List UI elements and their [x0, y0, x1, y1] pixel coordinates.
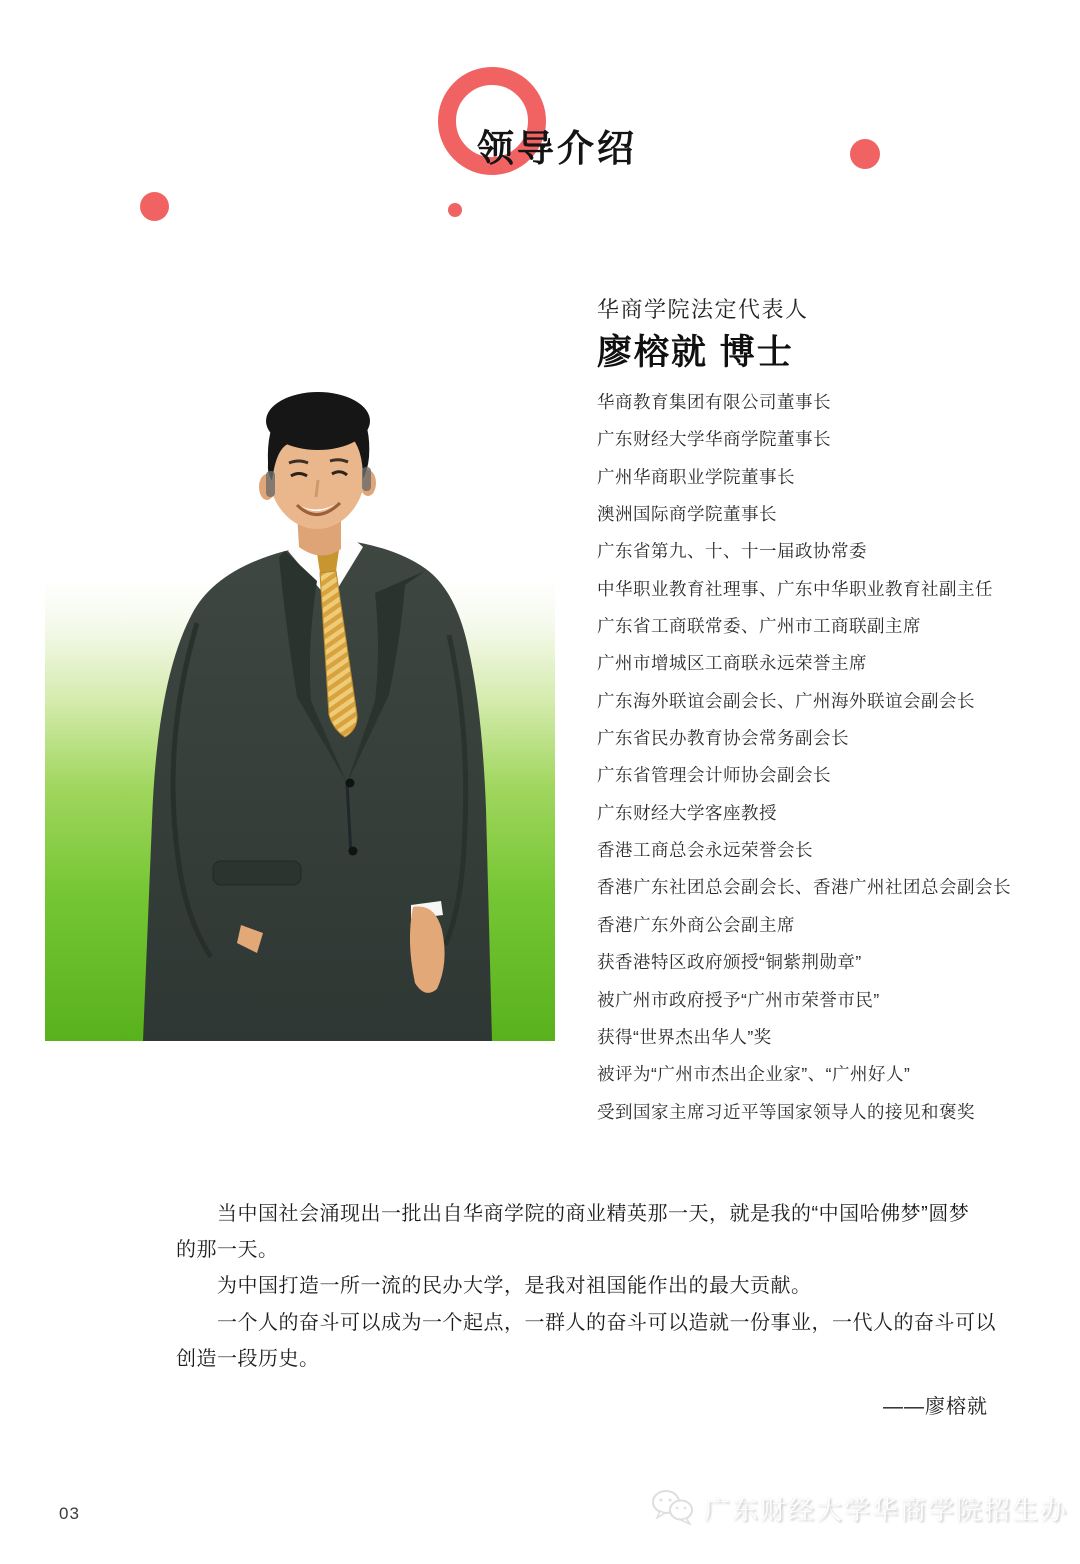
title-list-item: 广东省民办教育协会常务副会长 [597, 728, 849, 749]
small-dot-decoration [448, 203, 462, 217]
leader-quote [176, 1196, 996, 1377]
leader-profile [597, 295, 1067, 1131]
title-list-item: 受到国家主席习近平等国家领导人的接见和褒奖 [597, 1101, 975, 1122]
page-title: 领导介绍 [477, 128, 637, 169]
title-list-item: 广东财经大学客座教授 [597, 802, 777, 823]
leader-portrait-photo [45, 385, 555, 1041]
leader-titles-list [597, 384, 1067, 1131]
quote-line: 为中国打造一所一流的民办大学，是我对祖国能作出的最大贡献。 [176, 1275, 812, 1298]
title-list-item: 澳洲国际商学院董事长 [597, 504, 777, 525]
right-dot-decoration [850, 139, 880, 169]
title-list-item: 香港工商总会永远荣誉会长 [597, 840, 813, 861]
title-list-item: 获香港特区政府颁授“铜紫荆勋章” [597, 952, 862, 973]
title-list-item: 广东财经大学华商学院董事长 [597, 429, 831, 450]
quote-line: 当中国社会涌现出一批出自华商学院的商业精英那一天，就是我的“中国哈佛梦”圆梦 [176, 1203, 970, 1225]
title-list-item: 广州市增城区工商联永远荣誉主席 [597, 653, 867, 674]
title-list-item: 被评为“广州市杰出企业家”、“广州好人” [597, 1064, 911, 1085]
title-list-item: 被广州市政府授予“广州市荣誉市民” [597, 989, 880, 1010]
watermark-text: 广东财经大学华商学院招生办 [704, 1494, 1069, 1525]
title-list-item: 香港广东社团总会副会长、香港广州社团总会副会长 [597, 877, 1011, 898]
quote-line: 的那一天。 [176, 1239, 279, 1262]
left-dot-decoration [140, 192, 169, 221]
title-list-item: 广东海外联谊会副会长、广州海外联谊会副会长 [597, 690, 975, 711]
wechat-logo-icon [650, 1487, 696, 1529]
title-list-item: 华商教育集团有限公司董事长 [597, 392, 831, 412]
leader-role: 华商学院法定代表人 [597, 297, 809, 322]
quote-signature: ——廖榕就 [883, 1396, 988, 1418]
title-list-item: 广东省管理会计师协会副会长 [597, 765, 831, 786]
page-number: 03 [59, 1504, 80, 1523]
title-list-item: 中华职业教育社理事、广东中华职业教育社副主任 [597, 578, 993, 599]
title-list-item: 广州华商职业学院董事长 [597, 466, 795, 487]
quote-line: 一个人的奋斗可以成为一个起点，一群人的奋斗可以造就一份事业，一代人的奋斗可以 [176, 1311, 996, 1334]
title-list-item: 获得“世界杰出华人”奖 [597, 1026, 772, 1047]
title-list-item: 广东省工商联常委、广州市工商联副主席 [597, 616, 921, 637]
quote-line: 创造一段历史。 [176, 1347, 320, 1370]
leader-name: 廖榕就 博士 [597, 333, 794, 372]
title-list-item: 广东省第九、十、十一届政协常委 [597, 541, 867, 562]
portrait-illustration [45, 385, 555, 1041]
title-list-item: 香港广东外商公会副主席 [597, 914, 795, 935]
watermark [650, 1487, 1068, 1529]
